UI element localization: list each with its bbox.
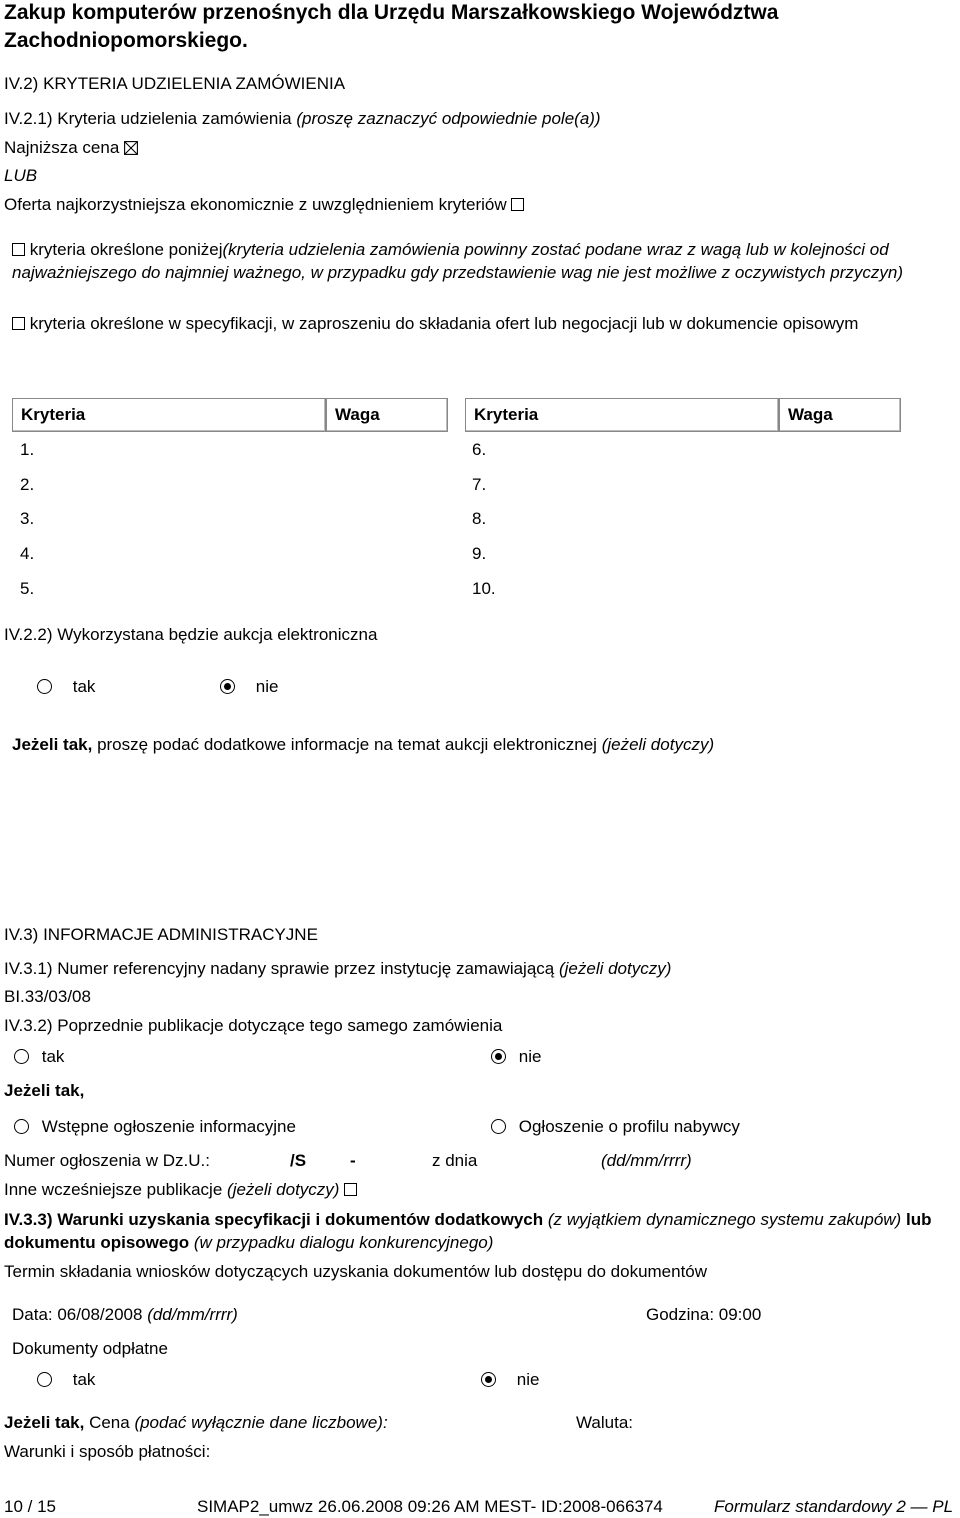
iv31-label: IV.3.1) Numer referencyjny nadany sprawie przez instytucję zamawiającą xyxy=(4,959,555,978)
paid-yes-label: tak xyxy=(72,1370,96,1389)
price-hint: (podać wyłącznie dane liczbowe): xyxy=(134,1413,388,1432)
prev-yes-label: tak xyxy=(41,1047,65,1066)
radio-unselected-icon[interactable] xyxy=(491,1119,506,1134)
table-header-weight-right: Waga xyxy=(779,398,901,432)
iv31-hint: (jeżeli dotyczy) xyxy=(558,959,672,978)
unchecked-checkbox-icon[interactable] xyxy=(344,1183,357,1196)
auction-ifyes-text: proszę podać dodatkowe informacje na temat aukcji elektronicznej xyxy=(97,735,597,754)
auction-no-option[interactable] xyxy=(220,676,278,698)
table-row: 1. xyxy=(20,440,35,459)
iv33-hint2: (w przypadku dialogu konkurencyjnego) xyxy=(193,1233,494,1252)
iv33-bold2: lub dokumentu opisowego xyxy=(4,1210,932,1252)
notice-date-format: (dd/mm/rrrr) xyxy=(601,1151,692,1170)
table-row: 9. xyxy=(472,544,487,563)
paid-docs-label: Dokumenty odpłatne xyxy=(12,1339,168,1358)
deadline-label: Termin składania wniosków dotyczących uzyskania dokumentów lub dostępu do dokumentów xyxy=(4,1262,708,1281)
lowest-price-label: Najniższa cena xyxy=(4,138,120,157)
auction-ifyes-hint: (jeżeli dotyczy) xyxy=(601,735,715,754)
section-iv2-heading: IV.2) KRYTERIA UDZIELENIA ZAMÓWIENIA xyxy=(4,74,346,93)
footer-form-name: Formularz standardowy 2 — PL xyxy=(714,1497,954,1516)
unchecked-checkbox-icon[interactable] xyxy=(511,198,524,211)
buyer-profile-option[interactable] xyxy=(491,1116,740,1138)
auction-ifyes-line xyxy=(12,734,714,756)
auction-yes-option[interactable] xyxy=(37,676,95,698)
radio-unselected-icon[interactable] xyxy=(14,1049,29,1064)
iv31-line xyxy=(4,958,671,980)
footer-page-number: 10 / 15 xyxy=(4,1497,56,1516)
table-row: 2. xyxy=(20,475,35,494)
prior-info-option[interactable] xyxy=(14,1116,296,1138)
table-header-weight-left: Waga xyxy=(326,398,448,432)
lowest-price-row xyxy=(4,137,138,159)
notice-slash-s: /S xyxy=(290,1151,307,1170)
reference-number: BI.33/03/08 xyxy=(4,987,91,1006)
criteria-spec-label: kryteria określone w specyfikacji, w zaproszeniu do składania ofert lub negocjacji lub w dokumencie opisowym xyxy=(29,314,859,333)
paid-no-label: nie xyxy=(516,1370,540,1389)
table-row: 10. xyxy=(472,579,496,598)
iv21-line xyxy=(4,108,601,130)
section-iv3-heading: IV.3) INFORMACJE ADMINISTRACYJNE xyxy=(4,925,318,944)
other-pubs-label: Inne wcześniejsze publikacje xyxy=(4,1180,223,1199)
document-title-line2: Zachodniopomorskiego. xyxy=(4,29,248,52)
other-pubs-row xyxy=(4,1179,357,1201)
prev-no-label: nie xyxy=(518,1047,542,1066)
radio-unselected-icon[interactable] xyxy=(14,1119,29,1134)
notice-number-label: Numer ogłoszenia w Dz.U.: xyxy=(4,1151,210,1170)
buyer-profile-label: Ogłoszenie o profilu nabywcy xyxy=(518,1117,740,1136)
radio-selected-icon[interactable] xyxy=(491,1049,506,1064)
price-ifyes-bold: Jeżeli tak, xyxy=(4,1413,85,1432)
iv33-hint1: (z wyjątkiem dynamicznego systemu zakupów) xyxy=(547,1210,902,1229)
most-advantageous-label: Oferta najkorzystniejsza ekonomicznie z uwzględnieniem kryteriów xyxy=(4,195,507,214)
paid-no-option[interactable] xyxy=(481,1369,539,1391)
deadline-time: Godzina: 09:00 xyxy=(646,1305,762,1324)
iv33-block xyxy=(4,1208,949,1254)
deadline-date-row xyxy=(12,1304,238,1326)
criteria-below-hint: (kryteria udzielenia zamówienia powinny zostać podane wraz z wagą lub w kolejności od najważniejszego do najmniej ważnego, w przypadku gdy przedstawienie wag nie jest możliwe z oczywistych przyczyn) xyxy=(12,240,904,282)
price-row xyxy=(4,1412,388,1434)
auction-yes-label: tak xyxy=(72,677,96,696)
table-row: 3. xyxy=(20,509,35,528)
payment-terms-label: Warunki i sposób płatności: xyxy=(4,1442,211,1461)
prior-info-label: Wstępne ogłoszenie informacyjne xyxy=(41,1117,296,1136)
table-row: 8. xyxy=(472,509,487,528)
iv33-label: IV.3.3) Warunki uzyskania specyfikacji i dokumentów dodatkowych xyxy=(4,1210,544,1229)
auction-no-label: nie xyxy=(255,677,279,696)
radio-unselected-icon[interactable] xyxy=(37,679,52,694)
auction-ifyes-bold: Jeżeli tak, xyxy=(12,735,93,754)
unchecked-checkbox-icon[interactable] xyxy=(12,317,25,330)
currency-label: Waluta: xyxy=(576,1413,634,1432)
criteria-below-label: kryteria określone poniżej xyxy=(29,240,223,259)
iv21-hint: (proszę zaznaczyć odpowiednie pole(a)) xyxy=(296,109,601,128)
footer-doc-id: SIMAP2_umwz 26.06.2008 09:26 AM MEST- ID:2008-066374 xyxy=(197,1497,663,1516)
document-title-line1: Zakup komputerów przenośnych dla Urzędu Marszałkowskiego Województwa xyxy=(4,1,779,24)
table-header-criteria-right: Kryteria xyxy=(465,398,779,432)
deadline-date: Data: 06/08/2008 xyxy=(12,1305,143,1324)
most-advantageous-row xyxy=(4,194,524,216)
notice-dash: - xyxy=(350,1151,356,1170)
table-row: 4. xyxy=(20,544,35,563)
table-row: 6. xyxy=(472,440,487,459)
radio-selected-icon[interactable] xyxy=(220,679,235,694)
paid-yes-option[interactable] xyxy=(37,1369,95,1391)
radio-unselected-icon[interactable] xyxy=(37,1372,52,1387)
table-row: 5. xyxy=(20,579,35,598)
table-row: 7. xyxy=(472,475,487,494)
criteria-spec-block xyxy=(12,312,947,335)
deadline-date-format: (dd/mm/rrrr) xyxy=(147,1305,238,1324)
other-pubs-hint: (jeżeli dotyczy) xyxy=(227,1180,340,1199)
checked-checkbox-icon[interactable] xyxy=(124,141,138,155)
iv21-label: IV.2.1) Kryteria udzielenia zamówienia xyxy=(4,109,292,128)
criteria-below-block xyxy=(12,238,947,284)
radio-selected-icon[interactable] xyxy=(481,1372,496,1387)
or-label: LUB xyxy=(4,166,38,185)
prev-ifyes-label: Jeżeli tak, xyxy=(4,1081,85,1100)
prev-no-option[interactable] xyxy=(491,1046,541,1068)
notice-date-label: z dnia xyxy=(432,1151,478,1170)
iv32-label: IV.3.2) Poprzednie publikacje dotyczące tego samego zamówienia xyxy=(4,1016,503,1035)
unchecked-checkbox-icon[interactable] xyxy=(12,243,25,256)
table-header-criteria-left: Kryteria xyxy=(12,398,326,432)
price-label: Cena xyxy=(89,1413,130,1432)
iv22-label: IV.2.2) Wykorzystana będzie aukcja elektroniczna xyxy=(4,625,378,644)
prev-yes-option[interactable] xyxy=(14,1046,64,1068)
